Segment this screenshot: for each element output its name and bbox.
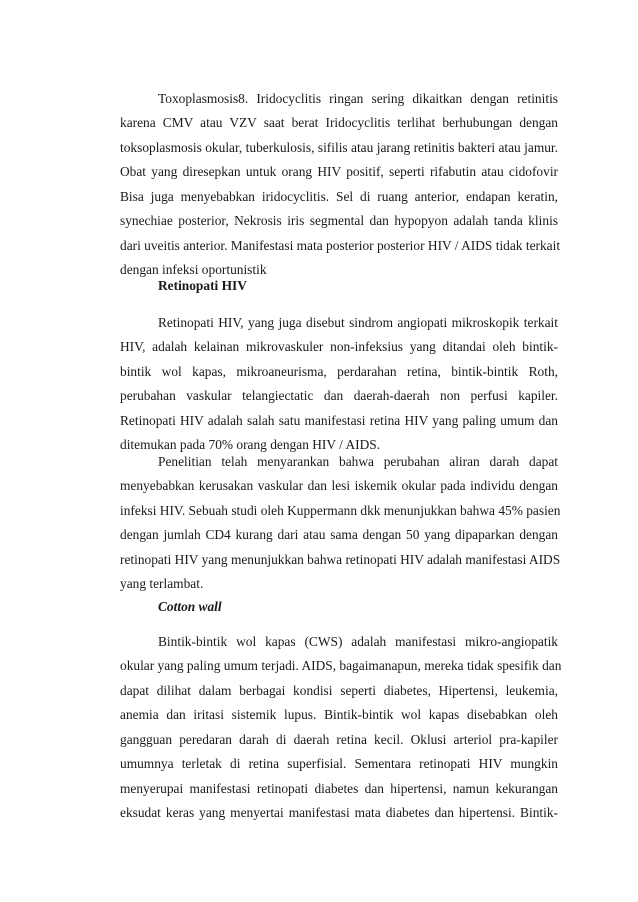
text-line: karena CMV atau VZV saat berat Iridocyclitis terlihat berhubungan dengan (120, 115, 558, 131)
text-line: Bintik-bintik wol kapas (CWS) adalah manifestasi mikro-angiopatik (158, 634, 558, 649)
section-heading-cotton-wall: Cotton wall (158, 599, 222, 614)
text-line: synechiae posterior, Nekrosis iris segmental dan hypopyon adalah tanda klinis (120, 213, 558, 229)
paragraph-retinopati-hiv (120, 311, 558, 458)
text-line: retinopati HIV yang menunjukkan bahwa retinopati HIV adalah manifestasi AIDS (120, 551, 561, 567)
text-line: Penelitian telah menyarankan bahwa perubahan aliran darah dapat (158, 454, 558, 469)
text-line: menyerupai manifestasi retinopati diabetes dan hipertensi, namun kekurangan (120, 780, 558, 796)
text-line: dengan infeksi oportunistik (120, 262, 267, 278)
paragraph-cotton-wall (120, 630, 562, 826)
text-line: HIV, adalah kelainan mikrovaskuler non-infeksius yang ditandai oleh bintik- (120, 339, 558, 355)
section-heading-retinopati-hiv: Retinopati HIV (158, 278, 247, 293)
text-line: eksudat keras yang menyertai manifestasi mata diabetes dan hipertensi. Bintik- (120, 805, 558, 821)
text-line: dari uveitis anterior. Manifestasi mata posterior posterior HIV / AIDS tidak terkait (120, 237, 561, 253)
text-line: menyebabkan kerusakan vaskular dan lesi iskemik okular pada individu dengan (120, 478, 558, 494)
text-line: gangguan peredaran darah di daerah retina kecil. Oklusi arteriol pra-kapiler (120, 731, 558, 747)
text-line: dapat dilihat dalam berbagai kondisi seperti diabetes, Hipertensi, leukemia, (120, 682, 558, 698)
text-line: Retinopati HIV adalah salah satu manifestasi retina HIV yang paling umum dan (120, 412, 558, 428)
text-line: Obat yang diresepkan untuk orang HIV positif, seperti rifabutin atau cidofovir (120, 164, 558, 180)
text-line: Retinopati HIV, yang juga disebut sindrom angiopati mikroskopik terkait (158, 315, 558, 330)
paragraph-penelitian (120, 450, 561, 597)
text-line: toksoplasmosis okular, tuberkulosis, sifilis atau jarang retinitis bakteri atau jamur. (120, 139, 558, 155)
text-line: dengan jumlah CD4 kurang dari atau sama dengan 50 yang dipaparkan dengan (120, 527, 558, 543)
text-line: umumnya terletak di retina superfisial. Sementara retinopati HIV mungkin (120, 756, 558, 772)
text-line: perubahan vaskular telangiectatic dan daerah-daerah non perfusi kapiler. (120, 388, 558, 404)
text-line: anemia dan iritasi sistemik lupus. Bintik-bintik wol kapas disebabkan oleh (120, 707, 558, 723)
text-line: bintik wol kapas, mikroaneurisma, perdarahan retina, bintik-bintik Roth, (120, 363, 558, 379)
paragraph-toxoplasmosis (120, 87, 561, 283)
text-line: okular yang paling umum terjadi. AIDS, bagaimanapun, mereka tidak spesifik dan (120, 658, 562, 674)
text-line: Toxoplasmosis8. Iridocyclitis ringan sering dikaitkan dengan retinitis (158, 91, 558, 106)
text-line: infeksi HIV. Sebuah studi oleh Kuppermann dkk menunjukkan bahwa 45% pasien (120, 502, 561, 518)
text-line: Bisa juga menyebabkan iridocyclitis. Sel di ruang anterior, endapan keratin, (120, 188, 558, 204)
text-line: ditemukan pada 70% orang dengan HIV / AIDS. (120, 437, 381, 453)
text-line: yang terlambat. (120, 576, 204, 592)
